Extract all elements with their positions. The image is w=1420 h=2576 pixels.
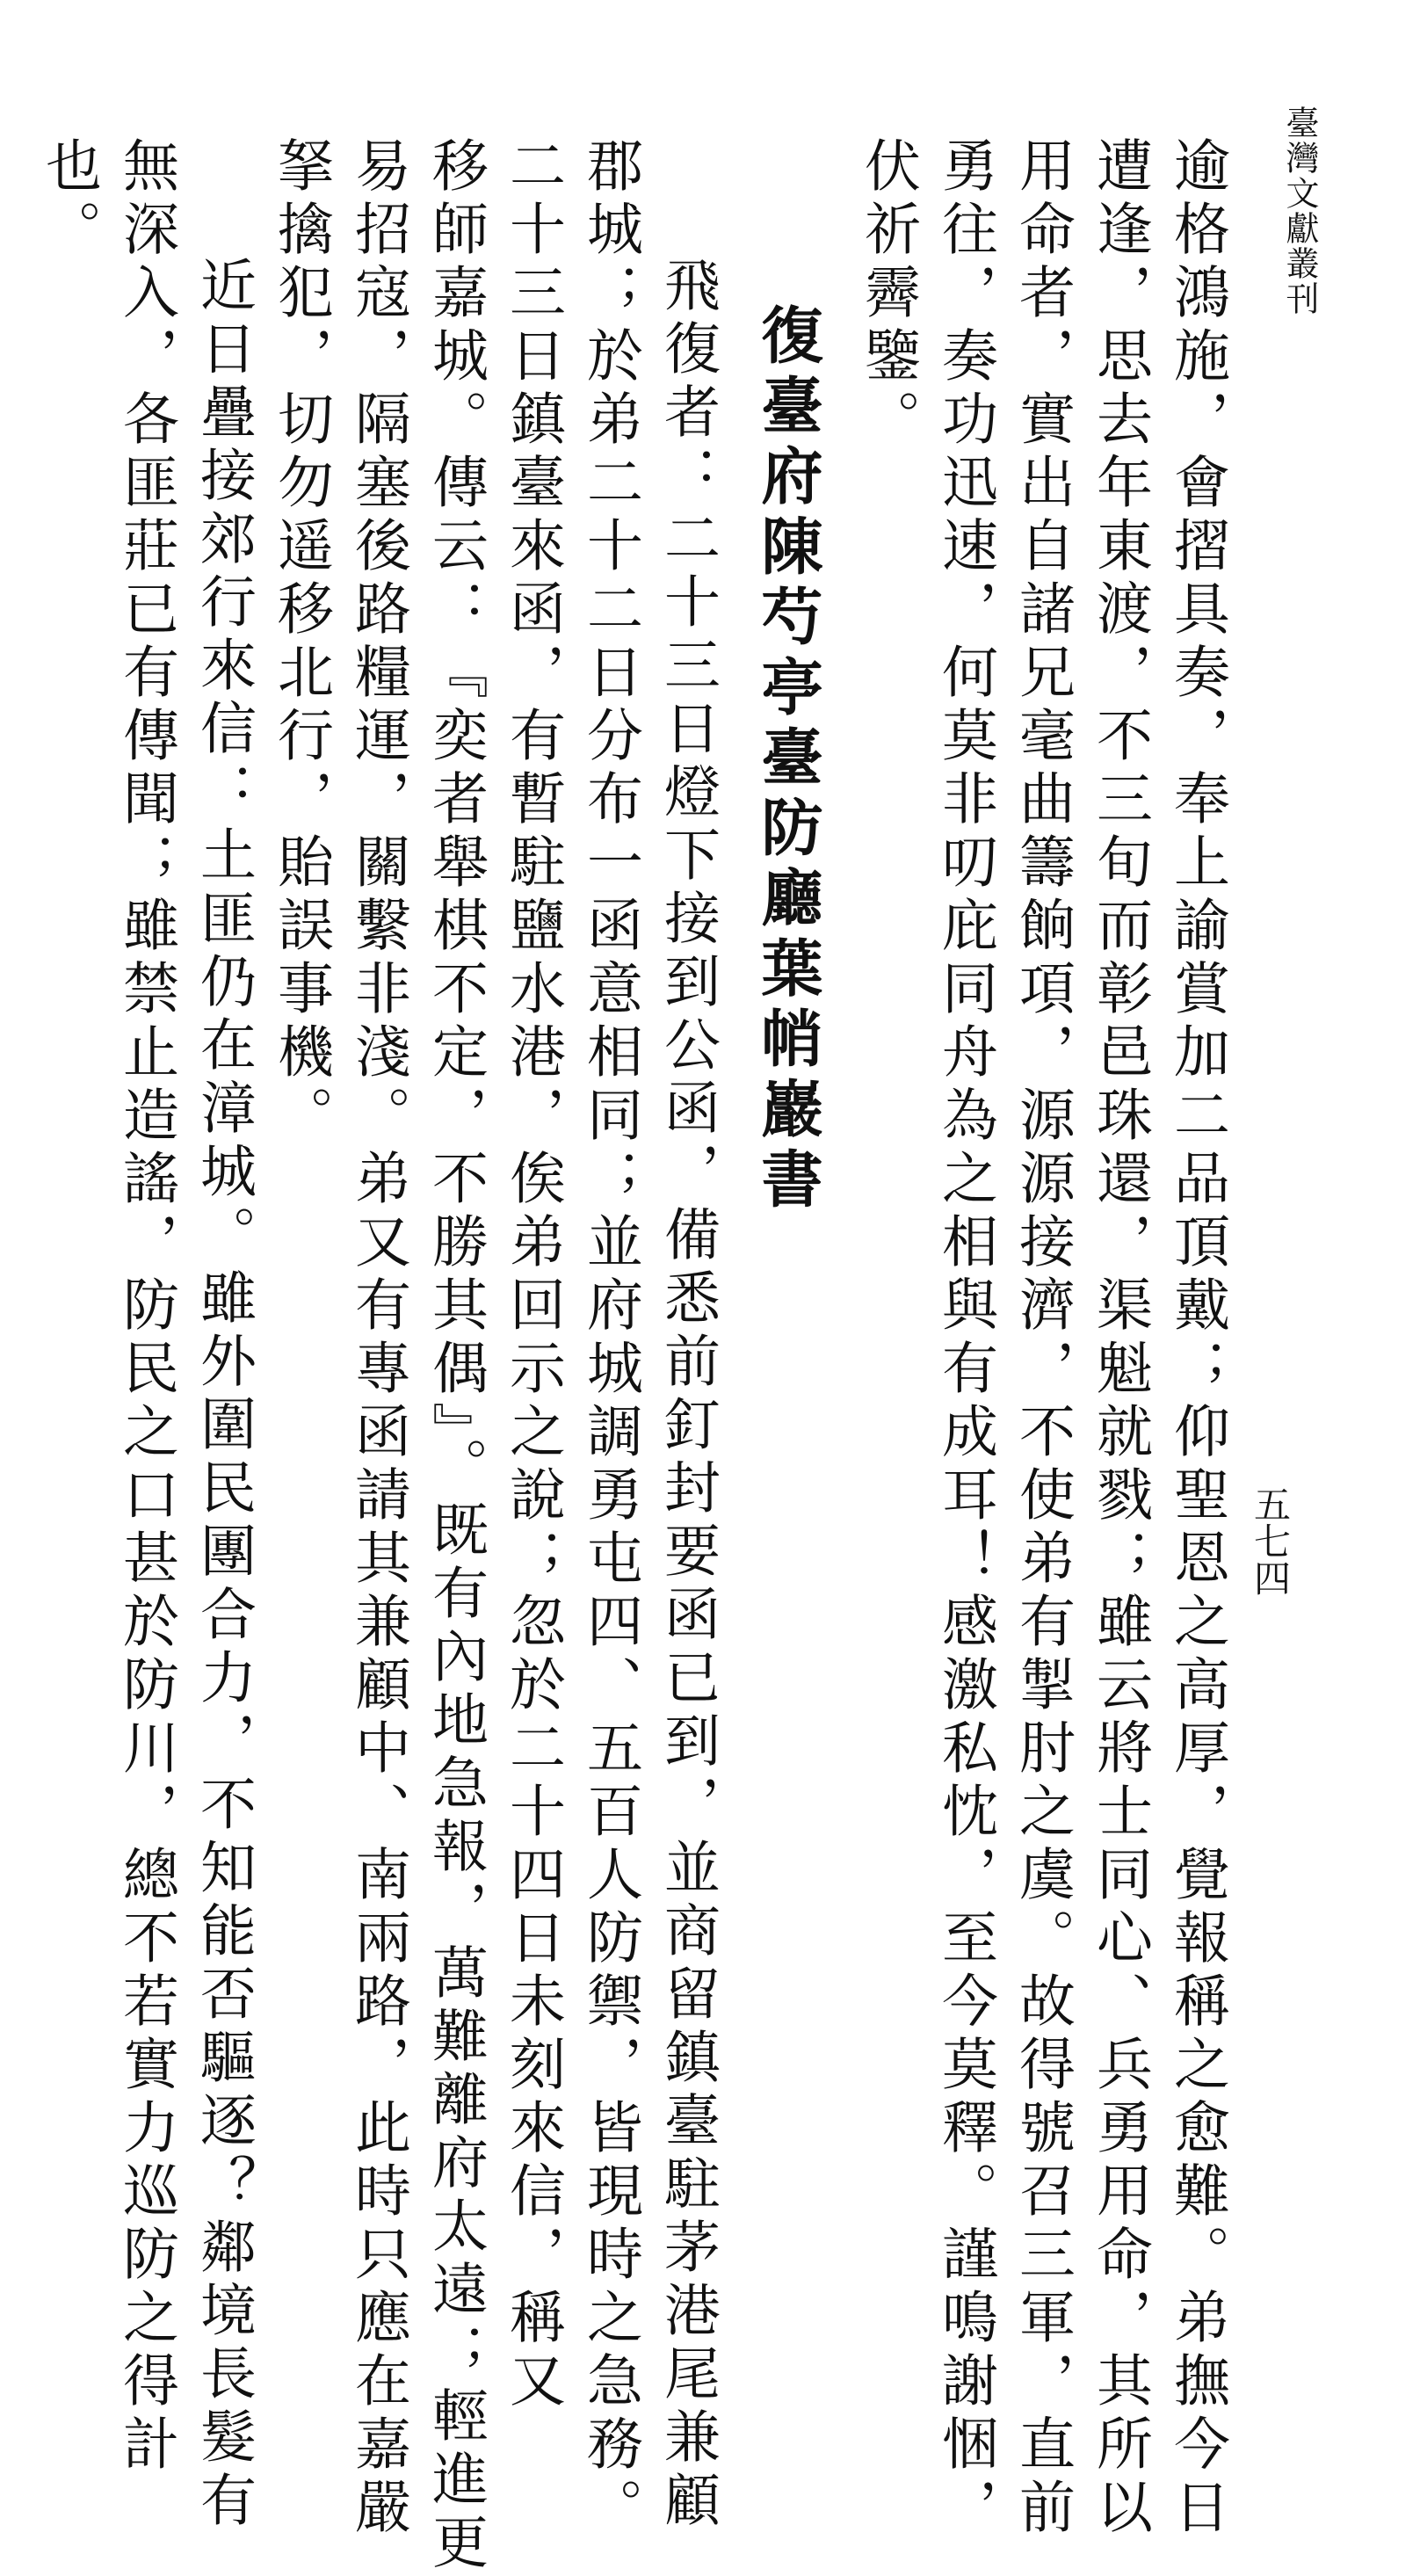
- body-text: [30, 136, 1235, 2576]
- text-column: 拏擒犯，切勿遥移北行，貽誤事機。: [268, 136, 333, 1149]
- text-column: 郡城；於弟二十二日分布一函意相同；並府城調勇屯四、五百人防禦，皆現時之急務。: [577, 136, 642, 2541]
- text-column: 移師嘉城。傳云：『奕者舉棋不定，不勝其偶』。既有內地急報，萬難離府太遠；輕進更: [423, 136, 488, 2576]
- text-column: 伏祈霽鑒。: [855, 136, 920, 453]
- section-title: 復臺府陳芍亭臺防廳葉帩巖書: [751, 303, 824, 1217]
- text-column: 無深入，各匪莊已有傳聞；雖禁止造謠，防民之口甚於防川，總不若實力巡防之得計: [113, 136, 178, 2478]
- running-title: 臺灣文獻叢刊: [1280, 105, 1319, 316]
- text-column: 用命者，實出自諸兄毫曲籌餉項，源源接濟，不使弟有掣肘之虞。故得號召三軍，直前: [1010, 136, 1075, 2541]
- text-column: 逾格鴻施，會摺具奏，奉上諭賞加二品頂戴；仰聖恩之高厚，覺報稱之愈難。弟撫今日: [1164, 136, 1229, 2541]
- text-column: 也。: [36, 136, 101, 263]
- text-column: 易招寇，隔塞後路糧運，關繫非淺。弟又有專函請其兼顧中、南兩路，此時只應在嘉嚴: [345, 136, 410, 2541]
- page-number: 五七四: [1249, 1485, 1292, 1596]
- text-column: 飛復者：二十三日燈下接到公函，備悉前釘封要函已到，並商留鎮臺駐茅港尾兼顧: [655, 256, 720, 2534]
- text-column: 遭逢，思去年東渡，不三旬而彰邑珠還，渠魁就戮；雖云將士同心、兵勇用命，其所以: [1087, 136, 1152, 2541]
- text-column: 近日疊接郊行來信：土匪仍在漳城。雖外圍民團合力，不知能否驅逐？鄰境長髮有: [191, 256, 256, 2534]
- text-column: 二十三日鎮臺來函，有暫駐鹽水港，俟弟回示之說；忽於二十四日未刻來信，稱又: [500, 136, 565, 2414]
- text-column: 勇往，奏功迅速，何莫非叨庇同舟為之相與有成耳！感激私忱，至今莫釋。謹鳴謝悃，: [932, 136, 997, 2541]
